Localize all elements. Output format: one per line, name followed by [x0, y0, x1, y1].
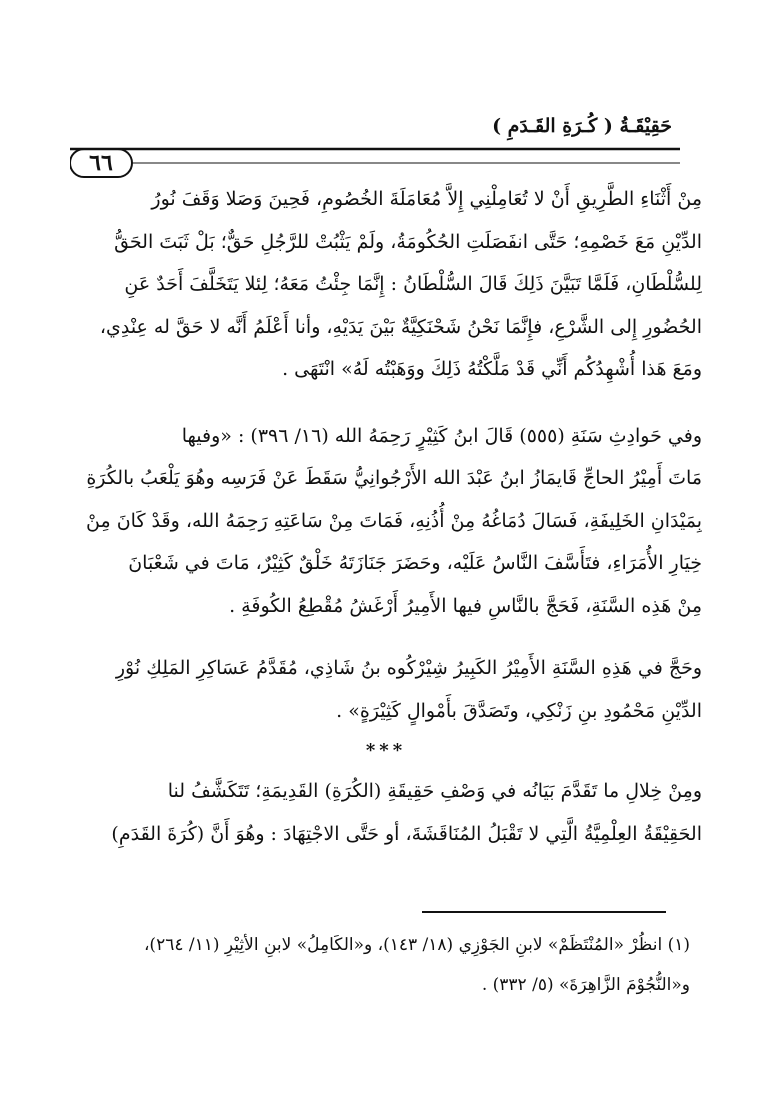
text-line: بِمَيْدَانِ الخَلِيفَةِ، فَسَالَ دُمَاغُهُ مِنْ أُذُنِهِ، فَمَاتَ مِنْ سَاعَتِهِ رَحِمَهُ الله، وقَدْ كَانَ مِنْ [86, 509, 702, 532]
header-rule [70, 147, 680, 179]
paragraph-gap [70, 627, 702, 647]
main-text [70, 178, 702, 855]
text-line: الدِّيْنِ مَعَ خَصْمِهِ؛ حَتَّى انفَصَلَتِ الحُكُومَةُ، ولَمْ يَثْبُتْ للرَّجُلِ حَقٌّ؛ بَلْ ثَبَتَ الحَقُّ [114, 230, 702, 253]
section-separator: *** [365, 740, 407, 761]
footnote-line: (١) انظُرْ «المُنْتَظَمْ» لابنِ الجَوْزِي (١٨/ ١٤٣)، و«الكَامِلُ» لابنِ الأثِيْرِ (١١/ ٢٦٤)، [143, 935, 690, 955]
page-number: ٦٦ [89, 150, 113, 176]
text-line: ومَعَ هَذا أُشْهِدُكُم أَنِّي قَدْ مَلَّكْتُهُ ذَلِكَ ووَهَبْتُه لَهُ» انْتَهَى . [282, 358, 702, 380]
text-line: مَاتَ أَمِيْرُ الحاجِّ قَايمَازُ ابنُ عَبْدَ الله الأَرْجُوانِيُّ سَقَطَ عَنْ فَرَسِه وهُوَ يَلْعَبُ بالكُرَةِ [86, 467, 702, 489]
paragraph-1 [70, 178, 702, 391]
text-line: وفي حَوادِثِ سَنَةِ (٥٥٥) قَالَ ابنُ كَثِيْرٍ رَحِمَهُ الله (١٦/ ٣٩٦) : «وفيها [181, 424, 702, 447]
text-line: مِنْ هَذِه السَّنَةِ، فَحَجَّ بالنَّاسِ فيها الأَمِيرُ أَرْغَشُ مُقْطِعُ الكُوفَةِ . [229, 594, 702, 617]
text-line: الدِّيْنِ مَحْمُودِ بنِ زَنْكِي، وتَصَدَّقَ بأَمْوالٍ كَثِيْرَةٍ» . [336, 699, 702, 722]
text-line: الحُضُورِ إِلى الشَّرْعِ، فإِنَّمَا نَحْنُ شَحْنَكِيَّةٌ بَيْنَ يَدَيْهِ، وأنا أَعْلَمُ أَنَّه لا حَقَّ له عِنْدِي، [99, 315, 702, 338]
paragraph-4 [70, 770, 702, 855]
text-line: مِنْ أَثْنَاءِ الطَّرِيقِ أَنْ لا تُعَامِلْنِي إِلاَّ مُعَامَلَةَ الخُصُومِ، فَحِينَ وَصَلا وَقَفَ نُورُ [151, 188, 702, 210]
footnotes [90, 925, 690, 1005]
paragraph-gap [70, 391, 702, 415]
text-line: ومِنْ خِلالِ ما تَقَدَّمَ بَيَانُه في وَصْفِ حَقِيقَةِ (الكُرَةِ) القَدِيمَةِ؛ تَتَكَشَّفُ لنا [167, 780, 702, 802]
footnote-rule [422, 911, 666, 913]
running-title: حَقِيْقَـةُ ( كُـرَةِ القَـدَمِ ) [492, 115, 672, 137]
page-header [70, 115, 680, 175]
text-line: الحَقِيْقَةُ العِلْمِيَّةُ الَّتِي لا تَقْبَلُ المُنَاقَشَةَ، أو حَتَّى الاجْتِهَادَ : وهُوَ أَنَّ (كُرَةَ القَدَمِ) [111, 822, 702, 845]
text-line: خِيَارِ الأُمَرَاءِ، فتَأَسَّفَ النَّاسُ عَلَيْه، وحَضَرَ جَنَازَتَهُ خَلْقٌ كَثِيْرٌ، مَاتَ في شَعْبَانَ [128, 552, 702, 574]
paragraph-3 [70, 647, 702, 732]
paragraph-2 [70, 415, 702, 628]
text-line: لِلسُّلْطَانِ، فَلَمَّا تَبَيَّنَ ذَلِكَ قَالَ السُّلْطَانُ : إِنَّمَا جِئْتُ مَعَهُ؛ لِئلا يَتَخَلَّفَ أَحَدٌ عَنِ [124, 273, 702, 295]
text-line: وحَجَّ في هَذِهِ السَّنَةِ الأَمِيْرُ الكَبِيرُ شِيْرْكُوه بنُ شَاذِي، مُقَدَّمُ عَسَاكِرِ المَلِكِ نُوْرِ [115, 657, 702, 679]
footnote-line: و«النُّجُوْمَ الزَّاهِرَةَ» (٥/ ٣٣٢) . [481, 975, 690, 995]
